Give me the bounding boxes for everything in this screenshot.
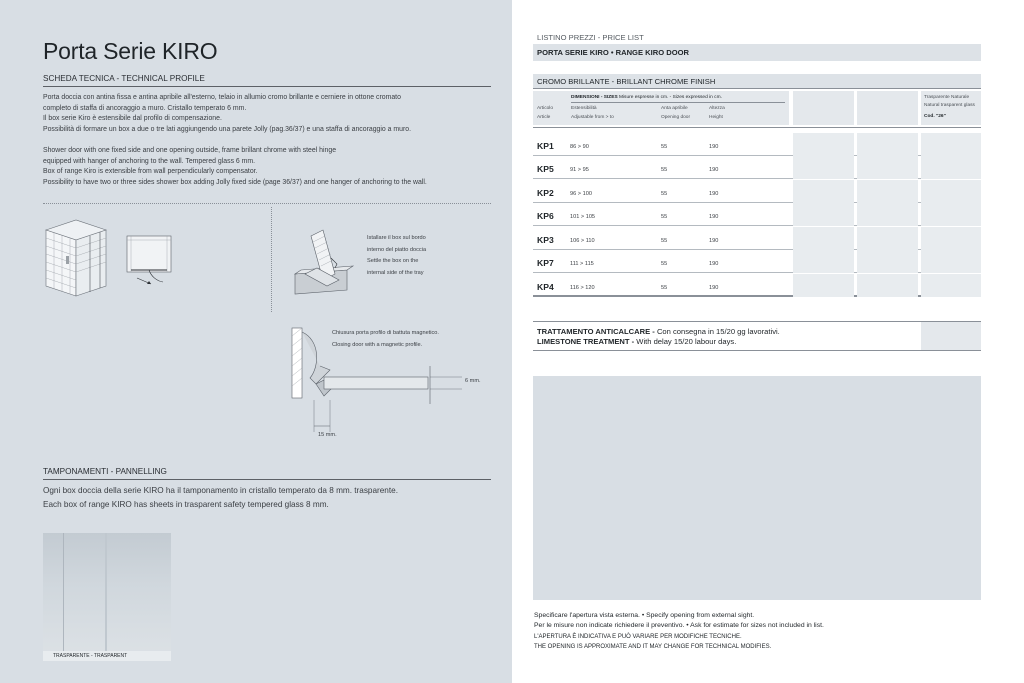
price-cell <box>793 203 854 226</box>
glass-label: TRASPARENTE - TRASPARENT <box>53 653 128 659</box>
header-line: Articolo <box>537 106 553 111</box>
plan-view-drawing <box>125 234 175 286</box>
header-line: Article <box>537 115 551 120</box>
article-code: KP3 <box>537 235 554 245</box>
price-cell <box>793 274 854 297</box>
article-code: KP1 <box>537 141 554 151</box>
description-line: Shower door with one fixed side and one opening outside, frame brillant chrome with steel hinge <box>43 147 337 154</box>
header-line: Adjustable from > to <box>571 115 614 120</box>
note-line: Istallare il box sul bordo <box>367 235 426 241</box>
description-line: equipped with hanger of anchoring to the wall. Tempered glass 6 mm. <box>43 157 256 165</box>
treatment-rule <box>533 321 981 322</box>
article-code: KP5 <box>537 164 554 174</box>
price-cell <box>921 133 981 156</box>
price-cell <box>857 274 918 297</box>
article-code: KP4 <box>537 282 554 292</box>
treatment-label: LIMESTONE TREATMENT - <box>537 337 635 346</box>
treatment-english <box>537 337 736 346</box>
header-line: Altezza <box>709 106 725 111</box>
price-cell <box>857 203 918 226</box>
treatment-price-cell <box>921 322 981 350</box>
opening-header <box>661 104 690 122</box>
table-row <box>533 250 981 273</box>
price-cell <box>857 180 918 203</box>
size-range: 116 > 120 <box>570 285 595 291</box>
treatment-rule <box>533 350 981 351</box>
column-divider <box>271 207 272 312</box>
header-line: Trasparente Naturale <box>924 95 970 100</box>
description-line: completo di staffa di ancoraggio a muro. Cristallo temperato 6 mm. <box>43 104 247 112</box>
article-code: KP2 <box>537 188 554 198</box>
table-row <box>533 156 981 179</box>
header-price-column <box>793 91 854 125</box>
note-line: Settle the box on the <box>367 258 419 264</box>
height-value: 190 <box>709 144 719 150</box>
description-english <box>43 146 491 188</box>
header-price-column <box>857 91 918 125</box>
price-cell <box>793 133 854 156</box>
glass-header <box>924 94 975 110</box>
dimensions-label: DIMENSIONI - SIZES <box>571 95 618 100</box>
price-cell <box>857 227 918 250</box>
header-line: Height <box>709 115 723 120</box>
section-divider <box>43 203 491 204</box>
treatment-detail: With delay 15/20 labour days. <box>634 337 737 346</box>
table-header-rule <box>533 127 981 128</box>
size-range: 101 > 105 <box>570 214 596 220</box>
glass-code: Cod. "26" <box>924 114 946 119</box>
finish-label: CROMO BRILLANTE - BRILLANT CHROME FINISH <box>533 74 981 89</box>
note-line: internal side of the tray <box>367 269 424 276</box>
pannelling-heading: TAMPONAMENTI - PANNELLING <box>43 467 491 480</box>
opening-width: 55 <box>661 191 668 197</box>
shower-box-3d-drawing <box>42 216 112 300</box>
note-line: Chiusura porta profilo di battuta magnetico. <box>332 330 439 336</box>
size-range: 96 > 100 <box>570 191 592 197</box>
note-line: Closing door with a magnetic profile. <box>332 341 423 348</box>
description-line: Porta doccia con antina fissa e antina apribile all'esterno, telaio in allumio cromo brillante e cerniere in ottone cromato <box>43 94 401 101</box>
pannelling-line: Ogni box doccia della serie KIRO ha il tamponamento in cristallo temperato da 8 mm. trasparente. <box>43 486 398 495</box>
price-cell <box>793 156 854 179</box>
opening-width: 55 <box>661 261 668 267</box>
price-cell <box>921 274 981 297</box>
price-cell <box>793 180 854 203</box>
article-header <box>537 104 553 122</box>
footer-note: Specificare l'apertura vista esterna. • Specify opening from external sight. <box>534 612 755 619</box>
description-line: Possibility to have two or three sides shower box adding Jolly fixed side (page 36/37) and one hanger of anchoring to the wall. <box>43 178 427 186</box>
footer-disclaimer: L'APERTURA È INDICATIVA E PUÒ VARIARE PER MODIFICHE TECNICHE. <box>534 634 742 640</box>
description-line: Box of range Kiro is extensible from wall perpendicularly compensator. <box>43 168 258 176</box>
treatment-detail: Con consegna in 15/20 gg lavorativi. <box>654 327 780 336</box>
height-value: 190 <box>709 191 719 197</box>
footer-disclaimer: THE OPENING IS APPROXIMATE AND IT MAY CHANGE FOR TECHNICAL MODIFIES. <box>534 644 772 650</box>
note-line: interno del piatto doccia <box>367 246 427 253</box>
glass-sample-swatch <box>43 533 171 661</box>
extensible-header <box>571 104 614 122</box>
page-title: Porta Serie KIRO <box>43 38 218 64</box>
description-line: Possibilità di formare un box a due o tre lati aggiungendo una parete Jolly (pag.36/37) e una staffa di ancoraggio a muro. <box>43 125 411 133</box>
price-cell <box>921 156 981 179</box>
header-line: Opening door <box>661 115 691 120</box>
height-value: 190 <box>709 238 719 244</box>
price-cell <box>921 180 981 203</box>
opening-width: 55 <box>661 238 668 244</box>
price-list-label: LISTINO PREZZI - PRICE LIST <box>537 33 644 42</box>
treatment-label: TRATTAMENTO ANTICALCARE - <box>537 327 655 336</box>
price-cell <box>857 133 918 156</box>
price-cell <box>921 250 981 273</box>
price-cell <box>921 203 981 226</box>
technical-profile-heading: SCHEDA TECNICA - TECHNICAL PROFILE <box>43 74 491 87</box>
description-line: Il box serie Kiro è estensibile dal profilo di compensazione. <box>43 115 222 123</box>
header-line: Estensibilità <box>571 106 597 111</box>
header-line: Anta apribile <box>661 106 688 111</box>
price-cell <box>793 227 854 250</box>
opening-width: 55 <box>661 285 668 291</box>
height-value: 190 <box>709 261 719 267</box>
pannelling-line: Each box of range KIRO has sheets in trasparent safety tempered glass 8 mm. <box>43 499 329 509</box>
price-cell <box>921 227 981 250</box>
tray-detail-drawing <box>287 224 357 300</box>
tray-note <box>367 233 426 279</box>
height-value: 190 <box>709 285 719 291</box>
range-title: PORTA SERIE KIRO • RANGE KIRO DOOR <box>533 44 981 61</box>
description-italian <box>43 93 491 135</box>
dimension-6mm: 6 mm. <box>465 378 481 384</box>
height-header <box>709 104 725 122</box>
opening-width: 55 <box>661 144 668 150</box>
size-range: 111 > 115 <box>570 261 594 267</box>
treatment-italian <box>537 327 780 336</box>
height-value: 190 <box>709 167 719 173</box>
price-cell <box>857 156 918 179</box>
table-row <box>533 133 981 156</box>
table-row <box>533 274 981 297</box>
opening-width: 55 <box>661 167 668 173</box>
footer-note: Per le misure non indicate richiedere il preventivo. • Ask for estimate for sizes not included in list. <box>534 622 824 629</box>
dimensions-note: Misure espresse in cm. - Sizes expressed in cm. <box>619 95 722 100</box>
price-cell <box>793 250 854 273</box>
size-range: 106 > 110 <box>570 238 595 244</box>
magnetic-note <box>332 328 439 351</box>
table-row <box>533 203 981 226</box>
dimensions-heading <box>571 95 722 100</box>
header-rule <box>571 102 785 103</box>
blank-grey-area <box>533 376 981 600</box>
table-row <box>533 180 981 203</box>
header-line: Natural trasparent glass <box>924 103 975 108</box>
article-code: KP6 <box>537 211 554 221</box>
dimension-15mm: 15 mm. <box>318 432 337 438</box>
size-range: 91 > 95 <box>570 167 589 173</box>
table-row <box>533 227 981 250</box>
price-cell <box>857 250 918 273</box>
opening-width: 55 <box>661 214 668 220</box>
height-value: 190 <box>709 214 719 220</box>
pannelling-text <box>43 484 491 511</box>
size-range: 86 > 90 <box>570 144 589 150</box>
article-code: KP7 <box>537 258 554 268</box>
